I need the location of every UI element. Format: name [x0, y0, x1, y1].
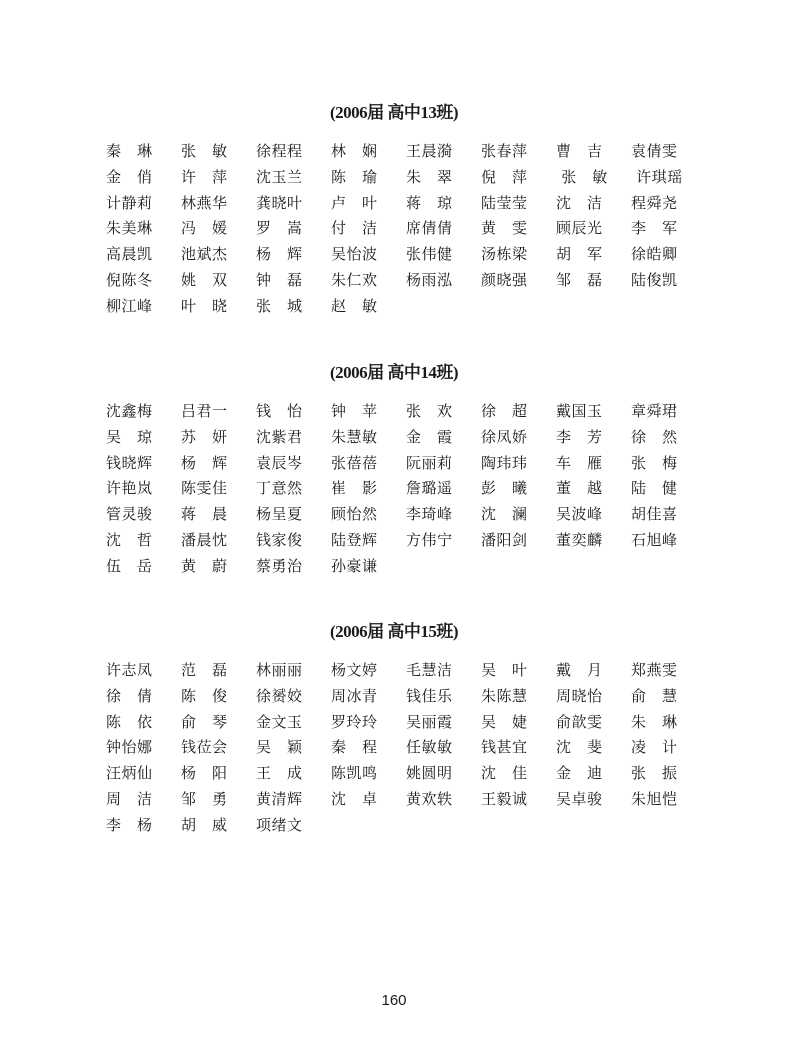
student-name: 陆 健	[631, 479, 678, 498]
student-name: 张 梅	[631, 453, 678, 472]
name-row	[106, 686, 706, 712]
student-name: 杨呈夏	[256, 505, 303, 524]
student-name: 沈 斐	[556, 738, 603, 757]
section-title: (2006届 高中14班)	[329, 363, 459, 382]
student-name: 张 欢	[406, 402, 453, 420]
student-name: 陈 瑜	[331, 167, 378, 186]
student-name: 沈玉兰	[256, 167, 303, 186]
student-name: 倪 萍	[481, 167, 528, 186]
name-list	[106, 660, 706, 841]
student-name: 石旭峰	[631, 530, 678, 549]
student-name: 颜晓强	[481, 270, 528, 289]
page-number: 160	[381, 992, 407, 1009]
student-name: 朱旭恺	[631, 789, 678, 808]
student-name: 沈 佳	[481, 764, 528, 783]
student-name: 凌 计	[631, 738, 678, 757]
name-row	[106, 193, 706, 219]
student-name: 吴 琼	[106, 427, 153, 446]
student-name: 钱莅会	[181, 738, 228, 757]
student-name: 周 洁	[106, 789, 153, 808]
name-row	[106, 270, 706, 296]
student-name: 秦 琳	[106, 142, 153, 160]
student-name: 吴卓骏	[556, 789, 603, 808]
student-name: 王毅诚	[481, 789, 528, 808]
name-row	[106, 530, 706, 556]
student-name: 崔 影	[331, 479, 378, 498]
student-name: 管灵骏	[106, 505, 153, 524]
student-name: 吴 婕	[481, 712, 528, 731]
name-list	[106, 401, 706, 582]
student-name: 冯 媛	[181, 219, 228, 238]
student-name: 徐程程	[256, 142, 303, 160]
student-name: 黄清辉	[256, 789, 303, 808]
student-name: 朱慧敏	[331, 427, 378, 446]
student-name: 邹 磊	[556, 270, 603, 289]
student-name: 周冰青	[331, 686, 378, 705]
student-name: 张蓓蓓	[331, 453, 378, 472]
student-name: 林燕华	[181, 193, 228, 212]
student-name: 龚晓叶	[256, 193, 303, 212]
student-name: 计静莉	[106, 193, 153, 212]
student-name: 胡佳喜	[631, 505, 678, 524]
student-name: 叶 晓	[181, 296, 228, 315]
student-name: 胡 威	[181, 815, 228, 834]
student-name: 沈鑫梅	[106, 402, 153, 420]
student-name: 方伟宁	[406, 530, 453, 549]
student-name: 钱晓辉	[106, 453, 153, 472]
student-name: 朱仁欢	[331, 270, 378, 289]
student-name: 倪陈冬	[106, 270, 153, 289]
student-name: 蒋 琼	[406, 193, 453, 212]
student-name: 金文玉	[256, 712, 303, 731]
section-title: (2006届 高中13班)	[329, 103, 459, 122]
student-name: 王晨漪	[406, 142, 453, 160]
student-name: 高晨凯	[106, 245, 153, 264]
name-row	[106, 453, 706, 479]
student-name: 陶玮玮	[481, 453, 528, 472]
student-name: 徐 超	[481, 402, 528, 420]
student-name: 杨 辉	[181, 453, 228, 472]
student-name: 池斌杰	[181, 245, 228, 264]
student-name: 金 俏	[106, 167, 153, 186]
name-row	[106, 712, 706, 738]
name-row	[106, 141, 706, 167]
student-name: 戴国玉	[556, 402, 603, 420]
student-name: 罗玲玲	[331, 712, 378, 731]
student-name: 钱家俊	[256, 530, 303, 549]
student-name: 沈 澜	[481, 505, 528, 524]
student-name: 钱 怡	[256, 402, 303, 420]
student-name: 席倩倩	[406, 219, 453, 238]
student-name: 黄 蔚	[181, 556, 228, 575]
student-name: 吴怡波	[331, 245, 378, 264]
student-name: 朱美琳	[106, 219, 153, 238]
student-name: 秦 程	[331, 738, 378, 757]
student-name: 徐皓卿	[631, 245, 678, 264]
student-name: 丁意然	[256, 479, 303, 498]
name-list	[106, 141, 706, 322]
student-name: 蔡勇治	[256, 556, 303, 575]
name-row	[106, 763, 706, 789]
student-name: 汤栋梁	[481, 245, 528, 264]
student-name: 邹 勇	[181, 789, 228, 808]
student-name: 袁倩雯	[631, 142, 678, 160]
student-name: 杨 阳	[181, 764, 228, 783]
student-name: 徐凤娇	[481, 427, 528, 446]
student-name: 钟 磊	[256, 270, 303, 289]
name-row	[106, 427, 706, 453]
student-name: 顾怡然	[331, 505, 378, 524]
student-name: 潘晨忱	[181, 530, 228, 549]
student-name: 杨文婷	[331, 661, 378, 679]
student-name: 金 迪	[556, 764, 603, 783]
student-name: 董奕麟	[556, 530, 603, 549]
student-name: 沈 洁	[556, 193, 603, 212]
student-name: 胡 军	[556, 245, 603, 264]
student-name: 任敏敏	[406, 738, 453, 757]
name-row	[106, 556, 706, 582]
student-name: 詹璐遥	[406, 479, 453, 498]
student-name: 沈 哲	[106, 530, 153, 549]
student-name: 张春萍	[481, 142, 528, 160]
student-name: 黄 雯	[481, 219, 528, 238]
student-name: 钱甚宜	[481, 738, 528, 757]
student-name: 杨 辉	[256, 245, 303, 264]
student-name: 张 振	[631, 764, 678, 783]
student-name: 赵 敏	[331, 296, 378, 315]
student-name: 毛慧洁	[406, 661, 453, 679]
student-name: 李 杨	[106, 815, 153, 834]
student-name: 杨雨泓	[406, 270, 453, 289]
student-name: 许琪瑶	[631, 167, 683, 186]
student-name: 卢 叶	[331, 193, 378, 212]
student-name: 朱 琳	[631, 712, 678, 731]
student-name: 汪炳仙	[106, 764, 153, 783]
student-name: 彭 曦	[481, 479, 528, 498]
student-name: 张 敏	[556, 167, 608, 186]
student-name: 苏 妍	[181, 427, 228, 446]
student-name: 林丽丽	[256, 661, 303, 679]
name-row	[106, 504, 706, 530]
student-name: 俞 琴	[181, 712, 228, 731]
student-name: 钱佳乐	[406, 686, 453, 705]
student-name: 沈紫君	[256, 427, 303, 446]
student-name: 沈 卓	[331, 789, 378, 808]
student-name: 孙豪谦	[331, 556, 378, 575]
student-name: 袁辰岑	[256, 453, 303, 472]
name-row	[106, 815, 706, 841]
student-name: 姚圆明	[406, 764, 453, 783]
student-name: 陆登辉	[331, 530, 378, 549]
student-name: 潘阳剑	[481, 530, 528, 549]
student-name: 林 娴	[331, 142, 378, 160]
student-name: 顾辰光	[556, 219, 603, 238]
student-name: 俞 慧	[631, 686, 678, 705]
student-name: 俞歆雯	[556, 712, 603, 731]
student-name: 陈 依	[106, 712, 153, 731]
name-row	[106, 244, 706, 270]
student-name: 伍 岳	[106, 556, 153, 575]
student-name: 车 雁	[556, 453, 603, 472]
name-row	[106, 218, 706, 244]
name-row	[106, 737, 706, 763]
student-name: 钟怡娜	[106, 738, 153, 757]
student-name: 项绪文	[256, 815, 303, 834]
student-name: 程舜尧	[631, 193, 678, 212]
student-name: 付 洁	[331, 219, 378, 238]
student-name: 李 芳	[556, 427, 603, 446]
student-name: 张 敏	[181, 142, 228, 160]
student-name: 王 成	[256, 764, 303, 783]
student-name: 罗 嵩	[256, 219, 303, 238]
student-name: 姚 双	[181, 270, 228, 289]
student-name: 李琦峰	[406, 505, 453, 524]
name-row	[106, 660, 706, 686]
student-name: 郑燕雯	[631, 661, 678, 679]
name-row	[106, 167, 706, 193]
student-name: 陆俊凯	[631, 270, 678, 289]
student-name: 朱陈慧	[481, 686, 528, 705]
student-name: 许 萍	[181, 167, 228, 186]
student-name: 徐赟姣	[256, 686, 303, 705]
name-row	[106, 296, 706, 322]
student-name: 曹 吉	[556, 142, 603, 160]
student-name: 李 军	[631, 219, 678, 238]
section-title: (2006届 高中15班)	[329, 622, 459, 641]
student-name: 吕君一	[181, 402, 228, 420]
student-name: 戴 月	[556, 661, 603, 679]
name-row	[106, 401, 706, 427]
student-name: 陈 俊	[181, 686, 228, 705]
student-name: 金 霞	[406, 427, 453, 446]
student-name: 董 越	[556, 479, 603, 498]
student-name: 章舜珺	[631, 402, 678, 420]
student-name: 张伟健	[406, 245, 453, 264]
student-name: 蒋 晨	[181, 505, 228, 524]
student-name: 钟 苹	[331, 402, 378, 420]
student-name: 徐 然	[631, 427, 678, 446]
student-name: 陈凯鸣	[331, 764, 378, 783]
student-name: 陆莹莹	[481, 193, 528, 212]
student-name: 吴波峰	[556, 505, 603, 524]
student-name: 周晓怡	[556, 686, 603, 705]
name-row	[106, 478, 706, 504]
student-name: 范 磊	[181, 661, 228, 679]
student-name: 柳江峰	[106, 296, 153, 315]
student-name: 徐 倩	[106, 686, 153, 705]
student-name: 阮丽莉	[406, 453, 453, 472]
student-name: 吴 叶	[481, 661, 528, 679]
student-name: 许艳岚	[106, 479, 153, 498]
student-name: 许志凤	[106, 661, 153, 679]
student-name: 吴 颖	[256, 738, 303, 757]
student-name: 吴丽霞	[406, 712, 453, 731]
student-name: 张 城	[256, 296, 303, 315]
student-name: 黄欢轶	[406, 789, 453, 808]
name-row	[106, 789, 706, 815]
student-name: 朱 翠	[406, 167, 453, 186]
student-name: 陈雯佳	[181, 479, 228, 498]
